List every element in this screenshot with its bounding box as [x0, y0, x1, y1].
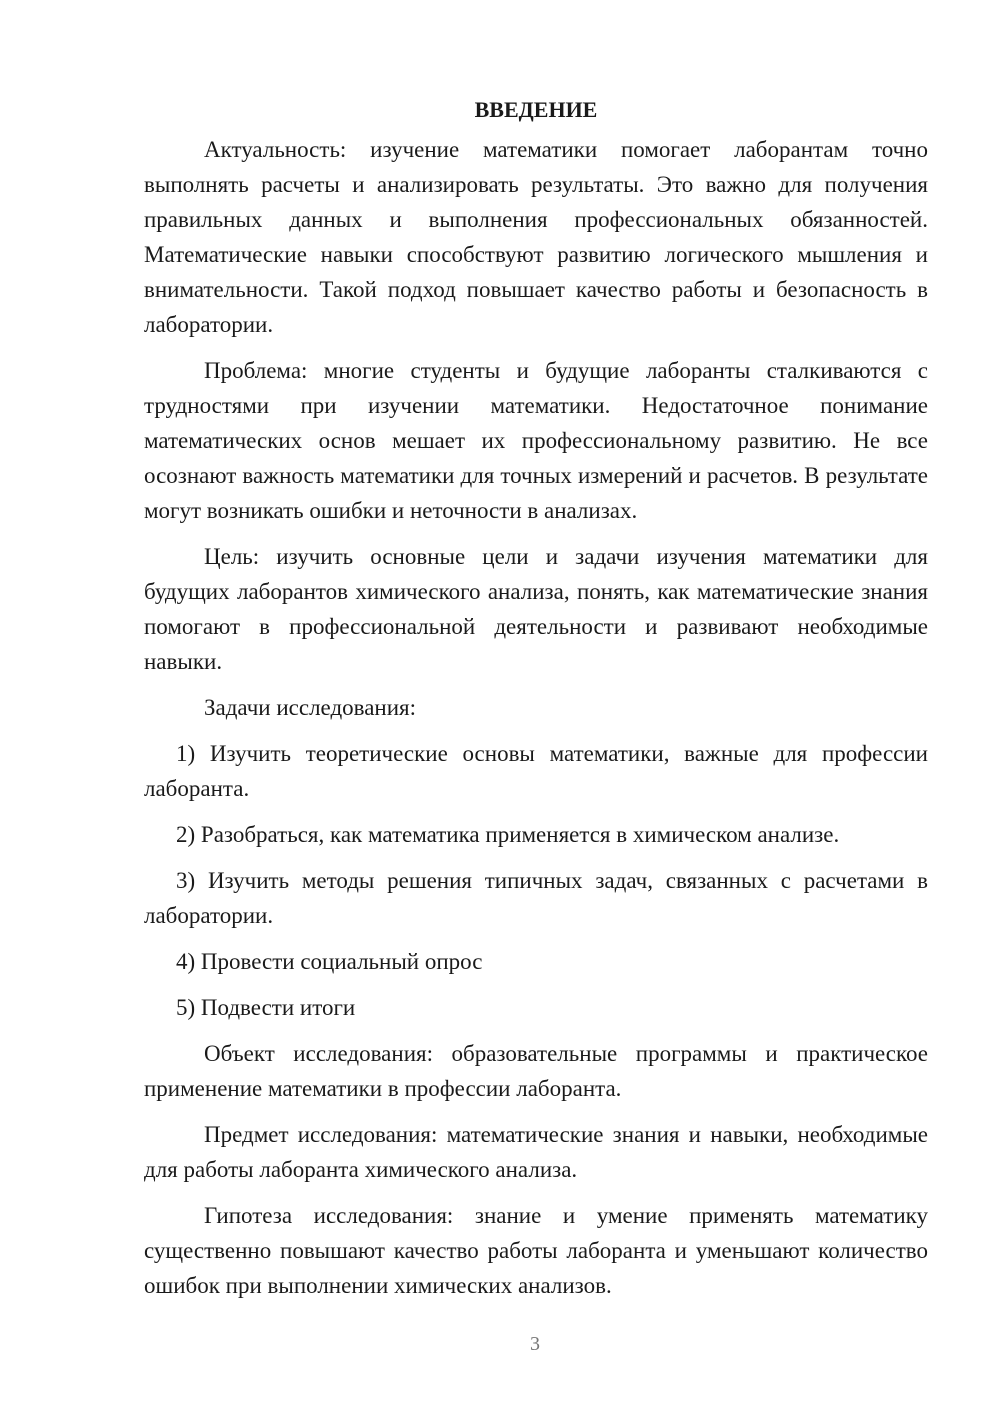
object-paragraph: Объект исследования: образовательные программы и практическое применение математики в профессии лаборанта.: [144, 1041, 928, 1101]
page-title: ВВЕДЕНИЕ: [474, 97, 598, 122]
task-item-5: 5) Подвести итоги: [176, 995, 356, 1020]
problem-paragraph: Проблема: многие студенты и будущие лаборанты сталкиваются с трудностями при изучении математики. Недостаточное понимание математических основ мешает их профессиональному развитию. Не все осознают важность математики для точных измерений и расчетов. В результате могут возникать ошибки и неточности в анализах.: [144, 358, 928, 523]
task-item-1: 1) Изучить теоретические основы математики, важные для профессии лаборанта.: [144, 741, 928, 801]
hypothesis-paragraph: Гипотеза исследования: знание и умение применять математику существенно повышают качество работы лаборанта и уменьшают количество ошибок при выполнении химических анализов.: [144, 1203, 928, 1298]
goal-paragraph: Цель: изучить основные цели и задачи изучения математики для будущих лаборантов химического анализа, понять, как математические знания помогают в профессиональной деятельности и развивают необходимые навыки.: [144, 544, 928, 674]
task-item-4: 4) Провести социальный опрос: [176, 949, 483, 974]
relevance-paragraph: Актуальность: изучение математики помогает лаборантам точно выполнять расчеты и анализировать результаты. Это важно для получения правильных данных и выполнения профессиональных обязанностей. Математические навыки способствуют развитию логического мышления и внимательности. Такой подход повышает качество работы и безопасность в лаборатории.: [144, 137, 928, 337]
tasks-heading: Задачи исследования:: [204, 695, 417, 720]
task-item-2: 2) Разобраться, как математика применяется в химическом анализе.: [176, 822, 840, 847]
document-page: [144, 92, 928, 1303]
page-number: 3: [530, 1333, 540, 1355]
subject-paragraph: Предмет исследования: математические знания и навыки, необходимые для работы лаборанта химического анализа.: [144, 1122, 928, 1182]
task-item-3: 3) Изучить методы решения типичных задач, связанных с расчетами в лаборатории.: [144, 868, 928, 928]
